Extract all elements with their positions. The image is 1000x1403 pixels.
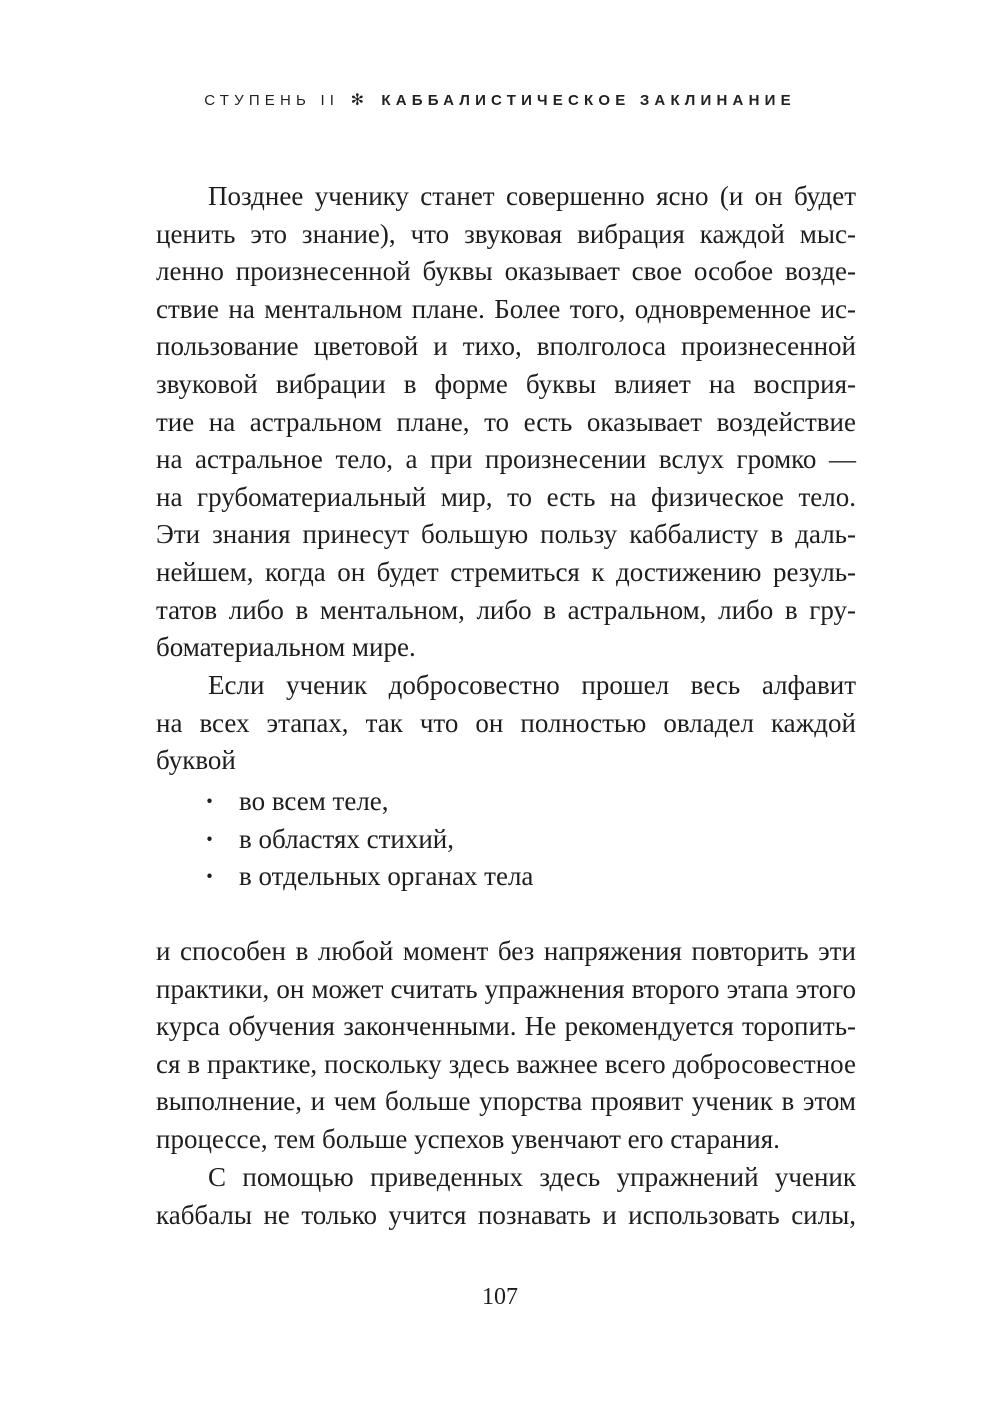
- text-line: боматериальном мире.: [156, 632, 416, 663]
- list-item-text: в отдельных органах тела: [239, 861, 534, 892]
- list-item: [205, 783, 533, 821]
- bullet-dot-icon: ·: [205, 823, 215, 854]
- text-line: буквой: [156, 745, 236, 776]
- text-line: практики, он может считать упражнения второго этапа этого: [156, 973, 856, 1004]
- running-head-title: КАББАЛИСТИЧЕСКОЕ ЗАКЛИНАНИЕ: [381, 92, 796, 109]
- text-line: Эти знания принесут большую пользу каббалисту в даль-: [156, 519, 856, 550]
- list-item: [205, 858, 533, 896]
- list-item: [205, 821, 533, 859]
- text-line: на всех этапах, так что он полностью овладел каждой: [156, 707, 856, 738]
- text-line: на астральное тело, а при произнесении вслух громко —: [156, 444, 856, 475]
- text-line: ся в практике, поскольку здесь важнее всего добросовестное: [156, 1048, 856, 1079]
- running-head-section: СТУПЕНЬ II: [204, 92, 340, 109]
- bullet-list: [205, 783, 533, 896]
- text-line: процессе, тем больше успехов увенчают его старания.: [156, 1123, 780, 1154]
- text-line: и способен в любой момент без напряжения повторить эти: [156, 936, 856, 966]
- page-number: 107: [482, 1284, 518, 1310]
- list-item-text: во всем теле,: [239, 786, 389, 816]
- list-item-text: в областях стихий,: [239, 823, 454, 854]
- paragraph-2: [156, 667, 856, 780]
- bullet-dot-icon: ·: [205, 786, 215, 816]
- text-line: каббалы не только учится познавать и использовать силы,: [156, 1199, 856, 1230]
- text-line: ценить это знание), что звуковая вибрация каждой мыс-: [156, 218, 856, 249]
- text-line: Если ученик добросовестно прошел весь алфавит: [208, 670, 856, 700]
- text-line: звуковой вибрации в форме буквы влияет на восприя-: [156, 368, 856, 399]
- text-line: на грубоматериальный мир, то есть на физическое тело.: [156, 481, 856, 512]
- text-line: нейшем, когда он будет стремиться к достижению резуль-: [156, 556, 856, 587]
- paragraph-3: [156, 933, 856, 1159]
- paragraph-4: [156, 1159, 856, 1234]
- asterisk-separator-icon: ✻: [350, 92, 364, 109]
- running-head: [0, 90, 1000, 110]
- text-line: С помощью приведенных здесь упражнений ученик: [208, 1162, 856, 1192]
- text-line: тие на астральном плане, то есть оказывает воздействие: [156, 406, 856, 437]
- text-line: выполнение, и чем больше упорства проявит ученик в этом: [156, 1086, 856, 1117]
- text-line: ствие на ментальном плане. Более того, одновременное ис-: [156, 293, 856, 324]
- text-line: ленно произнесенной буквы оказывает свое особое возде-: [156, 256, 856, 287]
- text-line: Позднее ученику станет совершенно ясно (и он будет: [208, 181, 856, 211]
- text-line: татов либо в ментальном, либо в астральном, либо в гру-: [156, 594, 856, 625]
- text-line: курса обучения законченными. Не рекомендуется торопить-: [156, 1011, 856, 1042]
- bullet-dot-icon: ·: [205, 861, 215, 892]
- paragraph-1: [156, 178, 856, 667]
- text-line: пользование цветовой и тихо, вполголоса произнесенной: [156, 331, 856, 362]
